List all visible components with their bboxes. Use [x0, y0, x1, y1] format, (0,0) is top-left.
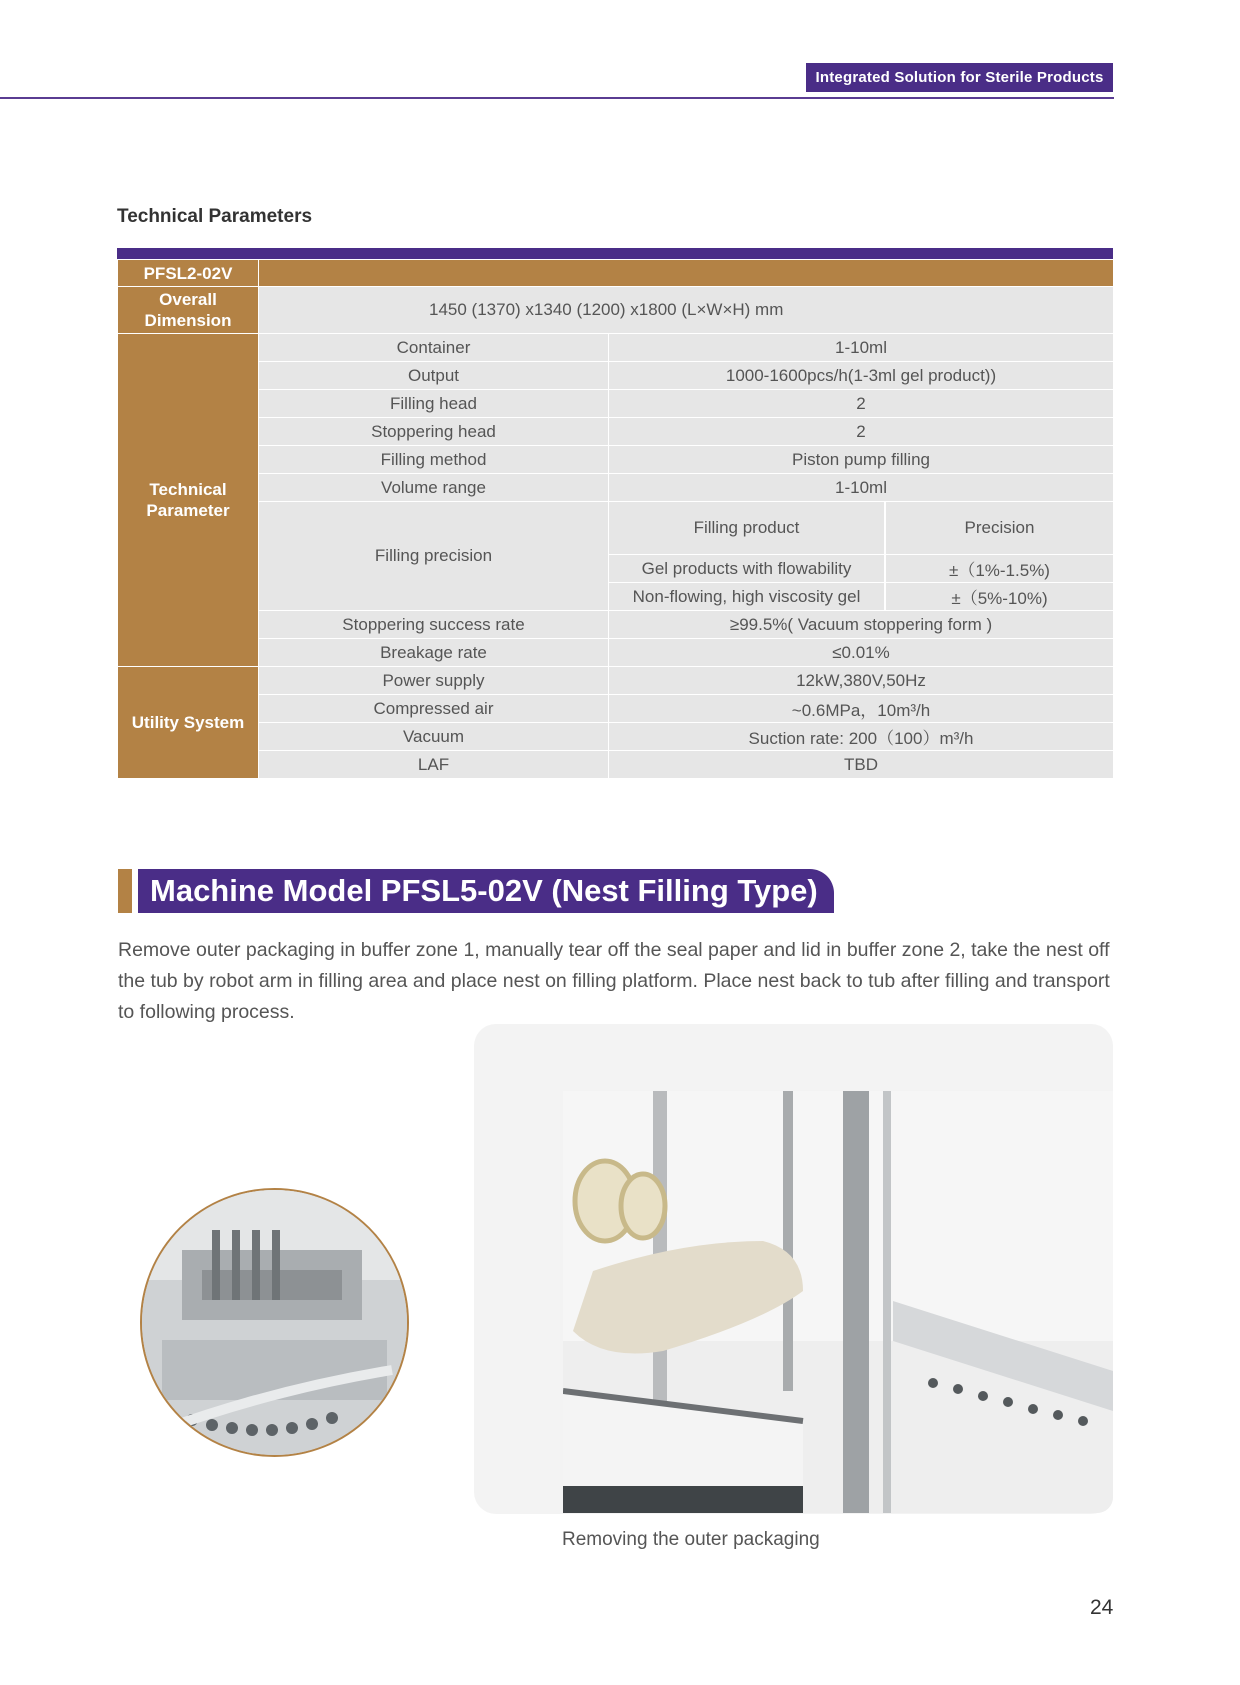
param-value: 1-10ml — [609, 334, 1114, 362]
param-value: 1000-1600pcs/h(1-3ml gel product)) — [609, 362, 1114, 390]
param-value: 2 — [609, 418, 1114, 446]
table-top-bar — [117, 248, 1113, 259]
precision-row — [609, 583, 1113, 610]
param-value: 1-10ml — [609, 474, 1114, 502]
param-value: 2 — [609, 390, 1114, 418]
header-badge: Integrated Solution for Sterile Products — [806, 63, 1113, 92]
machine-model-description: Remove outer packaging in buffer zone 1, manually tear off the seal paper and lid in buffer zone 2, take the nest off the tub by robot arm in filling area and place nest on filling platform. Place nest back to tub after filling and transport to following process. — [118, 939, 1110, 1023]
header-rule — [0, 97, 1114, 99]
filling-product-header: Filling product — [609, 502, 886, 554]
utility-value: ~0.6MPa，10m³/h — [609, 695, 1114, 723]
overall-dimension-value: 1450 (1370) x1340 (1200) x1800 (L×W×H) mm — [259, 287, 1114, 334]
utility-name: LAF — [259, 751, 609, 779]
page-number: 24 — [1090, 1596, 1114, 1619]
overall-dimension-label: Overall Dimension — [118, 287, 259, 334]
photo-caption: Removing the outer packaging — [562, 1529, 820, 1550]
technical-parameters-table — [117, 259, 1114, 779]
utility-name: Compressed air — [259, 695, 609, 723]
param-name: Stoppering head — [259, 418, 609, 446]
param-name: Breakage rate — [259, 639, 609, 667]
filling-product-cell: Gel products with flowability — [609, 555, 886, 582]
glovebox-illustration — [563, 1091, 1113, 1513]
param-name: Volume range — [259, 474, 609, 502]
param-value: ≥99.5%( Vacuum stoppering form ) — [609, 611, 1114, 639]
param-name: Filling head — [259, 390, 609, 418]
glovebox-photo — [563, 1091, 1113, 1513]
model-name: PFSL2-02V — [118, 260, 259, 287]
section-title: Technical Parameters — [117, 206, 313, 227]
utility-system-label: Utility System — [118, 667, 259, 779]
param-value: ≤0.01% — [609, 639, 1114, 667]
param-name: Output — [259, 362, 609, 390]
param-name: Container — [259, 334, 609, 362]
title-accent-bar — [118, 869, 132, 913]
utility-name: Vacuum — [259, 723, 609, 751]
precision-row — [609, 555, 1113, 582]
param-value: Piston pump filling — [609, 446, 1114, 474]
precision-header: Precision — [964, 518, 1035, 537]
param-name: Filling method — [259, 446, 609, 474]
utility-value: TBD — [609, 751, 1114, 779]
filling-precision-header-product — [609, 502, 1114, 555]
filling-precision-label: Filling precision — [259, 502, 609, 611]
utility-value: 12kW,380V,50Hz — [609, 667, 1114, 695]
utility-name: Power supply — [259, 667, 609, 695]
machine-model-title: Machine Model PFSL5-02V (Nest Filling Type) — [138, 869, 834, 913]
machine-closeup-illustration — [142, 1190, 407, 1455]
precision-cell: ±（5%-10%) — [951, 589, 1048, 608]
technical-parameter-label: Technical Parameter — [118, 334, 259, 667]
filling-precision-product — [609, 555, 1114, 583]
filling-precision-product — [609, 583, 1114, 611]
filling-product-cell: Non-flowing, high viscosity gel — [609, 583, 886, 610]
precision-cell: ±（1%-1.5%) — [949, 561, 1050, 580]
precision-row — [609, 502, 1113, 554]
machine-closeup-photo — [140, 1188, 409, 1457]
utility-value: Suction rate: 200（100）m³/h — [609, 723, 1114, 751]
param-name: Stoppering success rate — [259, 611, 609, 639]
